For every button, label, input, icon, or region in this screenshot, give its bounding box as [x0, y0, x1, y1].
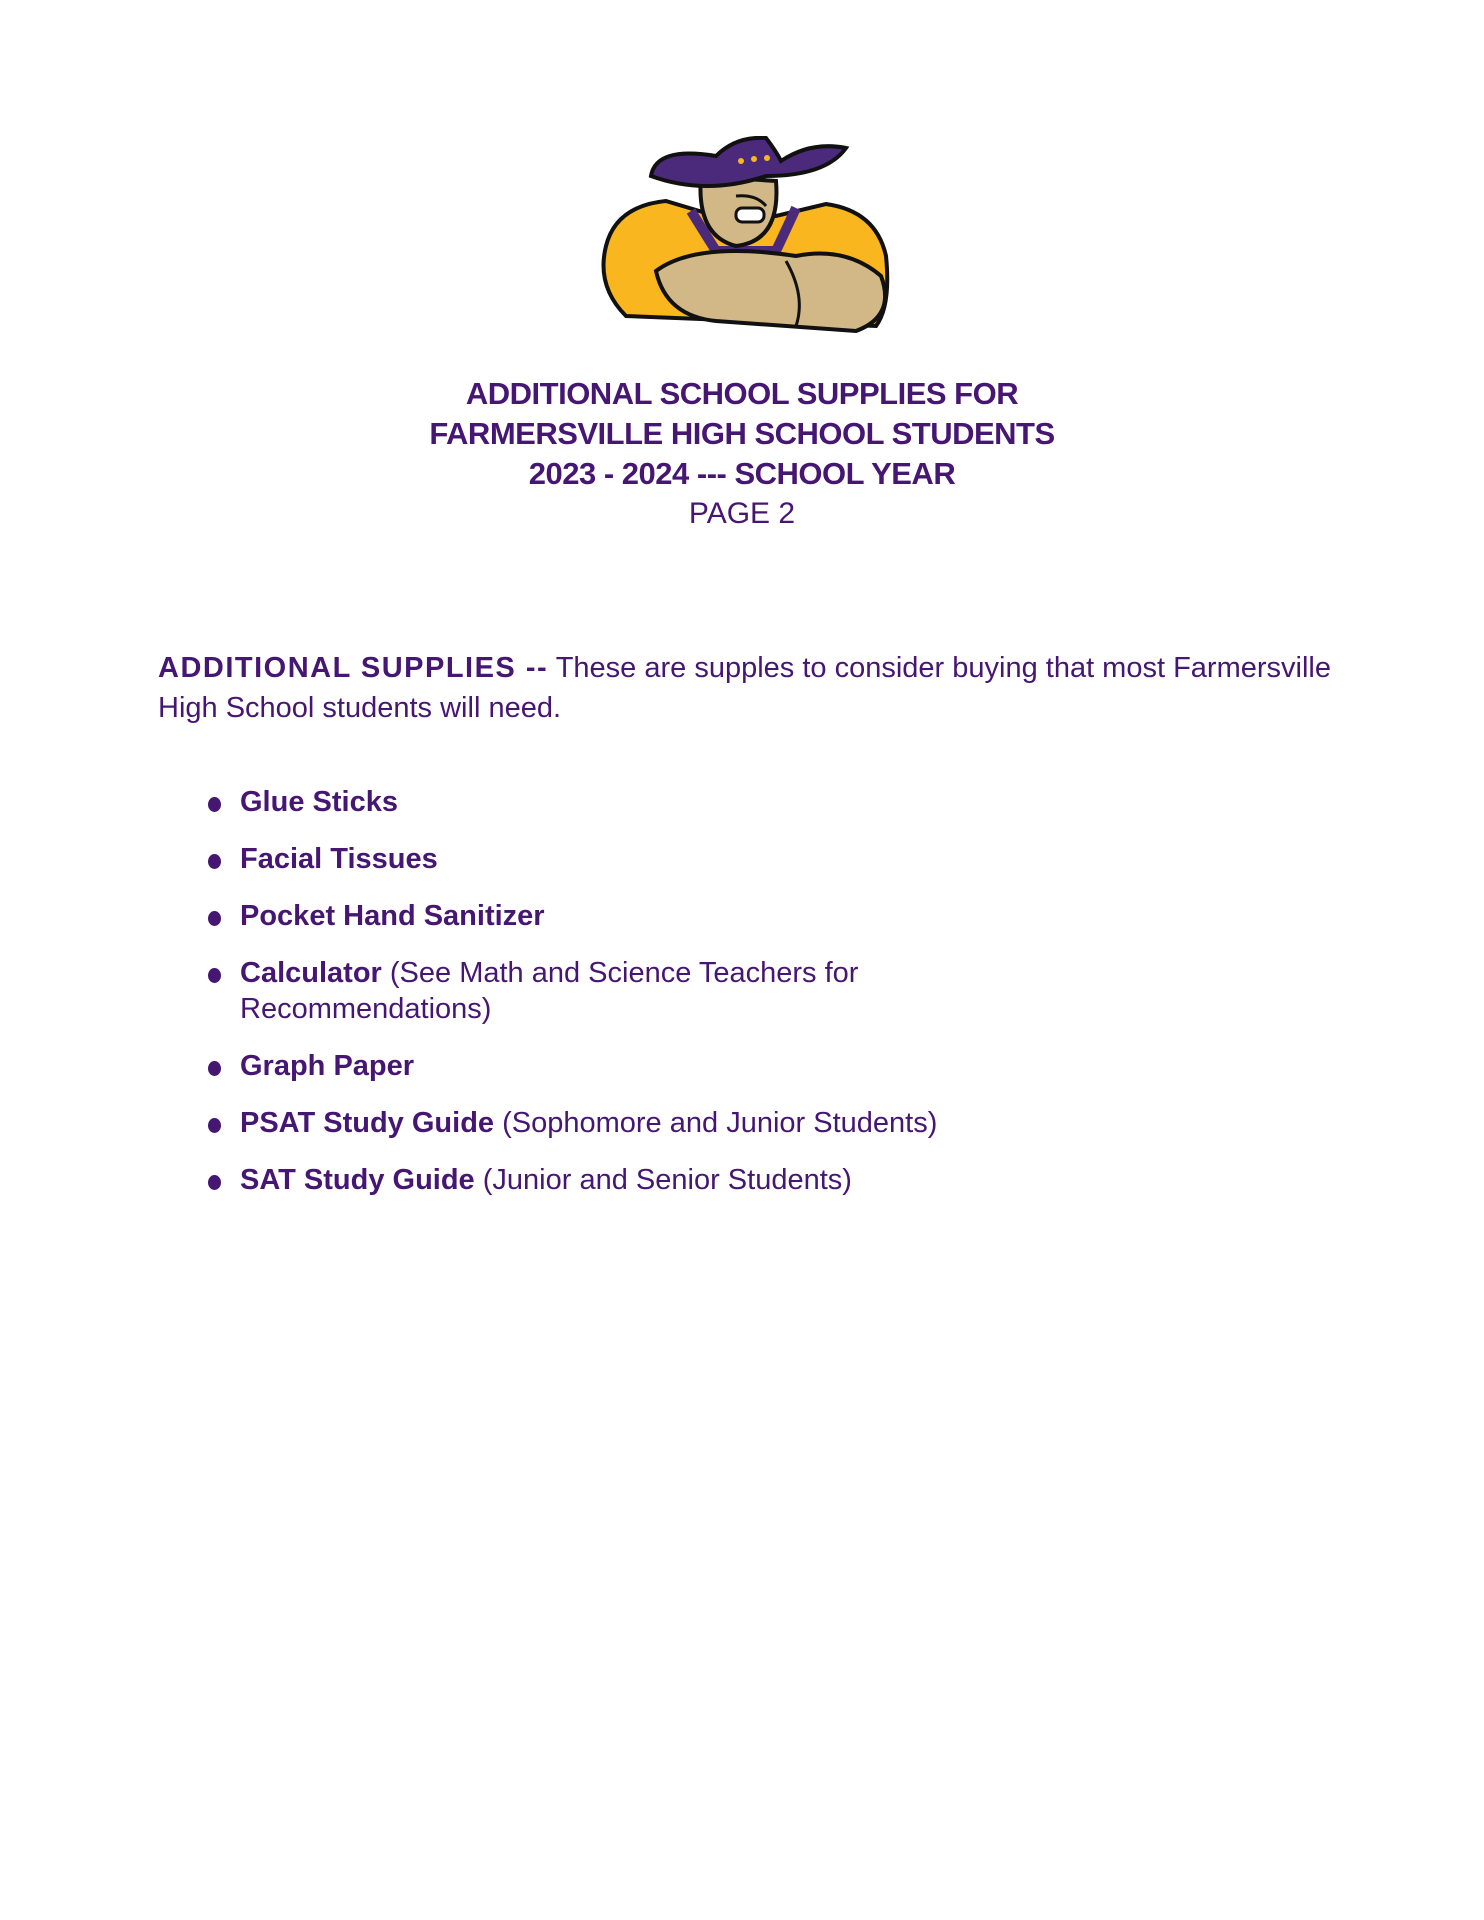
- item-note: (Sophomore and Junior Students): [494, 1107, 938, 1139]
- list-item: [208, 784, 1208, 820]
- item-name: Pocket Hand Sanitizer: [240, 900, 545, 932]
- item-name: Graph Paper: [240, 1050, 415, 1082]
- list-item: [208, 955, 1000, 1027]
- item-name: SAT Study Guide: [240, 1164, 475, 1196]
- intro-paragraph: [158, 648, 1348, 728]
- item-name: Calculator: [240, 957, 382, 989]
- item-name: Facial Tissues: [240, 843, 438, 875]
- page-number: PAGE 2: [688, 497, 796, 530]
- item-name: PSAT Study Guide: [240, 1107, 495, 1139]
- item-note: (Junior and Senior Students): [474, 1164, 852, 1196]
- title-line-3: 2023 - 2024 --- SCHOOL YEAR: [528, 456, 956, 491]
- list-item: [208, 841, 1208, 877]
- supplies-list: [208, 784, 1208, 1219]
- item-name: Glue Sticks: [240, 786, 398, 818]
- list-item: [208, 1162, 1208, 1198]
- list-item: [208, 898, 1208, 934]
- title-line-1: ADDITIONAL SCHOOL SUPPLIES FOR: [465, 376, 1019, 411]
- item-note: (See Math and Science Teachers for Recommendations): [240, 957, 859, 1025]
- mascot-logo: [596, 136, 896, 336]
- intro-lead: ADDITIONAL SUPPLIES --: [158, 652, 549, 684]
- list-item: [208, 1048, 1208, 1084]
- title-line-2: FARMERSVILLE HIGH SCHOOL STUDENTS: [429, 416, 1055, 451]
- intro-text: These are supples to consider buying that most Farmersville High School students will need.: [158, 652, 1331, 724]
- list-item: [208, 1105, 1208, 1141]
